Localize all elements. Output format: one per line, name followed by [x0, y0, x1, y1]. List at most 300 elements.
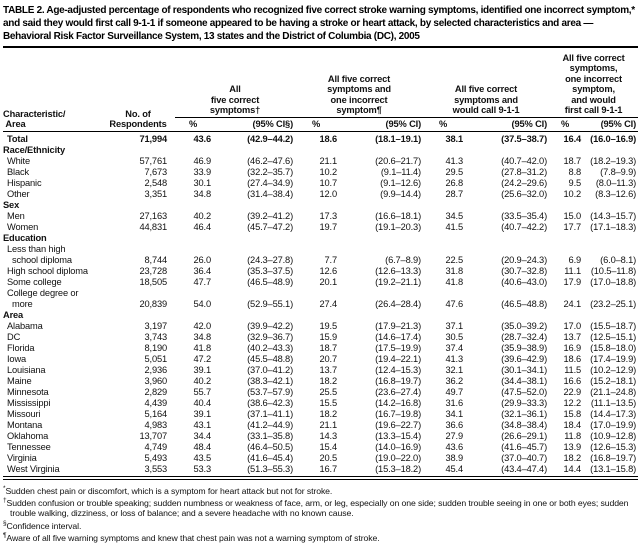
ci-value: (27.8–31.2) — [501, 166, 548, 177]
pct-value: 15.9 — [319, 331, 338, 342]
table-row — [3, 376, 638, 387]
pct-value: 39.1 — [193, 364, 211, 375]
ci-value: (30.1–34.1) — [501, 364, 548, 375]
ci-value: (53.7–57.9) — [247, 386, 294, 397]
ci-value: (14.0–16.9) — [375, 441, 422, 452]
ci-value: (46.2–47.6) — [247, 155, 294, 166]
table-row — [3, 167, 638, 178]
respondents-value: 3,960 — [144, 375, 167, 386]
ci-value: (27.4–34.9) — [247, 177, 294, 188]
row-label: Other — [7, 188, 30, 199]
respondents-column-header: No. of Respondents — [101, 53, 175, 131]
footnote-marker: † — [3, 497, 7, 505]
respondents-value: 13,707 — [139, 430, 167, 441]
pct-value: 7.7 — [324, 254, 338, 265]
row-label: Maine — [7, 375, 32, 386]
pct-value: 26.0 — [193, 254, 211, 265]
ci-value: (20.9–24.3) — [501, 254, 548, 265]
ci-value: (17.0–19.9) — [590, 419, 637, 430]
title-rule — [3, 46, 638, 48]
ci-value: (16.7–19.8) — [375, 408, 422, 419]
pct-value: 10.7 — [319, 177, 338, 188]
row-label: Mississippi — [7, 397, 51, 408]
respondents-value: 3,197 — [144, 320, 167, 331]
pct-value: 19.5 — [319, 320, 338, 331]
ci-value: (6.7–8.9) — [385, 254, 422, 265]
ci-value: (41.6–45.7) — [501, 441, 548, 452]
pct-value: 43.5 — [193, 452, 211, 463]
row-label: Minnesota — [7, 386, 49, 397]
ci-value: (32.1–36.1) — [501, 408, 548, 419]
table-bottom-rule — [3, 476, 638, 480]
ci-value: (42.9–44.2) — [247, 133, 294, 144]
table-row — [3, 343, 638, 354]
pct-value: 41.8 — [445, 276, 464, 287]
pct-value: 31.8 — [445, 265, 464, 276]
pct-value: 18.6 — [563, 353, 582, 364]
ci-value: (39.2–41.2) — [247, 210, 294, 221]
row-label: High school diploma — [7, 265, 88, 276]
pct-value: 22.9 — [563, 386, 582, 397]
column-group-header-one-incorrect: All five correct symptoms and one incorrect symptom¶ — [295, 53, 423, 118]
respondents-value: 7,673 — [144, 166, 167, 177]
pct-value: 20.1 — [319, 276, 338, 287]
footnote-text: Sudden chest pain or discomfort, which is a symptom for heart attack but not for stroke. — [5, 485, 333, 496]
respondents-value: 57,761 — [139, 155, 167, 166]
ci-value: (35.3–37.5) — [247, 265, 294, 276]
pct-value: 37.4 — [445, 342, 464, 353]
ci-column-header: (95% CI) — [463, 118, 549, 131]
pct-value: 48.4 — [193, 441, 211, 452]
pct-value: 33.9 — [193, 166, 211, 177]
ci-value: (32.9–36.7) — [247, 331, 294, 342]
table-row — [3, 409, 638, 420]
respondents-value: 18,505 — [139, 276, 167, 287]
table-body — [3, 131, 638, 475]
pct-value: 18.7 — [563, 155, 582, 166]
pct-value: 40.4 — [193, 397, 211, 408]
ci-value: (46.5–48.9) — [247, 276, 294, 287]
pct-value: 43.6 — [193, 133, 211, 144]
ci-value: (47.5–52.0) — [501, 386, 548, 397]
pct-value: 39.1 — [193, 408, 211, 419]
pct-value: 38.9 — [445, 452, 464, 463]
table-row — [3, 387, 638, 398]
ci-column-header: (95% CI§) — [211, 118, 295, 131]
ci-value: (12.5–15.1) — [590, 331, 637, 342]
pct-value: 15.4 — [319, 441, 338, 452]
pct-value: 41.3 — [445, 353, 464, 364]
column-group-header-all-and-first-call-911: All five correct symptoms, one incorrect symptom, and would first call 9-1-1 — [549, 53, 638, 118]
ci-value: (40.2–43.3) — [247, 342, 294, 353]
section-label: Area — [3, 309, 24, 320]
ci-value: (16.8–19.7) — [590, 452, 637, 463]
respondents-value: 5,051 — [144, 353, 167, 364]
pct-value: 15.0 — [563, 210, 582, 221]
respondents-value: 2,936 — [144, 364, 167, 375]
pct-value: 55.7 — [193, 386, 211, 397]
pct-value: 17.0 — [563, 320, 582, 331]
pct-value: 22.5 — [445, 254, 464, 265]
pct-value: 36.6 — [445, 419, 464, 430]
pct-value: 14.3 — [319, 430, 338, 441]
respondents-value: 4,983 — [144, 419, 167, 430]
ci-value: (9.1–12.6) — [380, 177, 422, 188]
table-row — [3, 398, 638, 409]
ci-value: (15.5–18.7) — [590, 320, 637, 331]
ci-value: (29.9–33.3) — [501, 397, 548, 408]
row-label: White — [7, 155, 31, 166]
respondents-value: 2,548 — [144, 177, 167, 188]
ci-value: (43.4–47.4) — [501, 463, 548, 474]
ci-value: (11.1–13.5) — [590, 397, 637, 408]
respondents-value: 5,493 — [144, 452, 167, 463]
ci-value: (14.2–16.8) — [375, 397, 422, 408]
ci-value: (19.6–22.7) — [375, 419, 422, 430]
ci-value: (40.7–42.2) — [501, 221, 548, 232]
ci-value: (33.1–35.8) — [247, 430, 294, 441]
respondents-value: 3,743 — [144, 331, 167, 342]
pct-value: 47.2 — [193, 353, 211, 364]
ci-value: (41.6–45.4) — [247, 452, 294, 463]
pct-value: 13.7 — [563, 331, 582, 342]
footnote-text: Sudden confusion or trouble speaking; sudden numbness or weakness of face, arm, or leg, especially on one side; sudden trouble seeing in one or both eyes; sudden trouble walking, dizziness, or loss of balance; and a severe headache with no known cause. — [6, 498, 629, 519]
pct-value: 12.0 — [319, 188, 338, 199]
pct-value: 47.6 — [445, 298, 464, 309]
row-label: Alabama — [7, 320, 43, 331]
footnote-text: Aware of all five warning symptoms and knew that chest pain was not a warning symptom of stroke. — [6, 533, 380, 544]
ci-value: (33.5–35.4) — [501, 210, 548, 221]
ci-value: (17.0–18.8) — [590, 276, 637, 287]
footnotes — [3, 484, 638, 544]
ci-value: (8.0–11.3) — [595, 177, 637, 188]
pct-value: 9.5 — [568, 177, 582, 188]
ci-value: (45.7–47.2) — [247, 221, 294, 232]
row-label: Women — [7, 221, 39, 232]
pct-value: 49.7 — [445, 386, 464, 397]
table-row — [3, 211, 638, 222]
ci-value: (15.2–18.1) — [590, 375, 637, 386]
respondents-value: 3,553 — [144, 463, 167, 474]
section-row — [3, 145, 638, 156]
ci-value: (16.0–16.9) — [590, 133, 637, 144]
pct-column-header: % — [549, 118, 581, 131]
row-label: Total — [7, 133, 28, 144]
pct-column-header: % — [295, 118, 337, 131]
table-row — [3, 332, 638, 343]
ci-value: (23.2–25.1) — [590, 298, 637, 309]
row-label: Iowa — [7, 353, 27, 364]
pct-value: 20.5 — [319, 452, 338, 463]
row-label: Virginia — [7, 452, 37, 463]
footnote-marker: ¶ — [3, 532, 7, 540]
ci-value: (45.5–48.8) — [247, 353, 294, 364]
ci-value: (13.1–15.8) — [590, 463, 637, 474]
section-row — [3, 200, 638, 211]
respondents-value: 20,839 — [139, 298, 167, 309]
ci-value: (35.9–38.9) — [501, 342, 548, 353]
pct-value: 21.1 — [319, 155, 338, 166]
pct-value: 18.7 — [319, 342, 338, 353]
ci-column-header: (95% CI) — [337, 118, 423, 131]
ci-value: (18.1–19.1) — [375, 133, 422, 144]
footnote-text: Confidence interval. — [6, 520, 82, 531]
ci-value: (37.0–40.7) — [501, 452, 548, 463]
pct-value: 46.4 — [193, 221, 211, 232]
ci-value: (16.6–18.1) — [375, 210, 422, 221]
ci-value: (14.6–17.4) — [375, 331, 422, 342]
pct-value: 32.1 — [445, 364, 464, 375]
pct-value: 18.2 — [319, 375, 338, 386]
pct-value: 27.4 — [319, 298, 338, 309]
respondents-value: 44,831 — [139, 221, 167, 232]
ci-value: (14.3–15.7) — [590, 210, 637, 221]
pct-value: 31.6 — [445, 397, 464, 408]
row-label: West Virginia — [7, 463, 60, 474]
respondents-value: 3,351 — [144, 188, 167, 199]
table-row — [3, 131, 638, 145]
footnote — [3, 531, 638, 543]
ci-value: (17.5–19.9) — [375, 342, 422, 353]
ci-value: (15.8–18.0) — [590, 342, 637, 353]
ci-value: (38.6–42.3) — [247, 397, 294, 408]
pct-value: 54.0 — [193, 298, 211, 309]
pct-value: 6.9 — [568, 254, 582, 265]
pct-value: 46.9 — [193, 155, 211, 166]
row-label: Louisiana — [7, 364, 46, 375]
row-label: Hispanic — [7, 177, 42, 188]
ci-value: (25.6–32.0) — [501, 188, 548, 199]
pct-value: 16.4 — [563, 133, 582, 144]
pct-value: 25.5 — [319, 386, 338, 397]
table-row — [3, 431, 638, 442]
table-row — [3, 266, 638, 277]
pct-value: 21.1 — [319, 419, 338, 430]
table-row — [3, 288, 638, 310]
pct-value: 17.7 — [563, 221, 582, 232]
ci-value: (28.7–32.4) — [501, 331, 548, 342]
pct-value: 41.8 — [193, 342, 211, 353]
ci-value: (12.6–15.3) — [590, 441, 637, 452]
ci-value: (20.6–21.7) — [375, 155, 422, 166]
footnote — [3, 484, 638, 496]
row-label: Oklahoma — [7, 430, 49, 441]
pct-value: 13.7 — [319, 364, 338, 375]
table-row — [3, 354, 638, 365]
pct-value: 41.3 — [445, 155, 464, 166]
ci-value: (18.2–19.3) — [590, 155, 637, 166]
ci-value: (26.6–29.1) — [501, 430, 548, 441]
row-label: Less than high school diploma — [7, 243, 72, 265]
pct-value: 43.6 — [445, 441, 464, 452]
pct-value: 34.5 — [445, 210, 464, 221]
ci-value: (9.9–14.4) — [380, 188, 422, 199]
row-label: Florida — [7, 342, 35, 353]
pct-value: 18.2 — [319, 408, 338, 419]
ci-value: (37.1–41.1) — [247, 408, 294, 419]
pct-value: 8.8 — [568, 166, 582, 177]
pct-value: 20.7 — [319, 353, 338, 364]
table-title: TABLE 2. Age-adjusted percentage of respondents who recognized five correct stroke warning symptoms, identified one incorrect symptom,* and said they would first call 9-1-1 if someone appeared to be having a stroke or heart attack, by selected characteristics and area — Behavioral Risk Factor Surveillance System, 13 states and the District of Columbia (DC), 2005 — [3, 5, 635, 42]
pct-value: 36.4 — [193, 265, 211, 276]
ci-value: (19.4–22.1) — [375, 353, 422, 364]
pct-value: 42.0 — [193, 320, 211, 331]
ci-value: (32.2–35.7) — [247, 166, 294, 177]
ci-value: (19.2–21.1) — [375, 276, 422, 287]
respondents-value: 5,164 — [144, 408, 167, 419]
pct-value: 24.1 — [563, 298, 582, 309]
pct-value: 18.4 — [563, 419, 582, 430]
pct-value: 41.5 — [445, 221, 464, 232]
respondents-value: 27,163 — [139, 210, 167, 221]
characteristic-column-header: Characteristic/ Area — [3, 53, 101, 131]
ci-value: (14.4–17.3) — [590, 408, 637, 419]
ci-value: (38.3–42.1) — [247, 375, 294, 386]
pct-value: 34.4 — [193, 430, 211, 441]
pct-value: 14.4 — [563, 463, 582, 474]
ci-value: (19.0–22.0) — [375, 452, 422, 463]
respondents-value: 71,994 — [139, 133, 167, 144]
ci-value: (41.2–44.9) — [247, 419, 294, 430]
pct-value: 26.8 — [445, 177, 464, 188]
pct-value: 30.5 — [445, 331, 464, 342]
ci-value: (31.4–38.4) — [247, 188, 294, 199]
pct-value: 11.5 — [564, 364, 582, 375]
table-header — [3, 53, 638, 131]
pct-value: 36.2 — [445, 375, 464, 386]
pct-value: 40.2 — [193, 375, 211, 386]
ci-value: (51.3–55.3) — [247, 463, 294, 474]
respondents-value: 8,744 — [144, 254, 167, 265]
respondents-value: 23,728 — [139, 265, 167, 276]
ci-value: (40.6–43.0) — [501, 276, 548, 287]
pct-value: 40.2 — [193, 210, 211, 221]
ci-value: (24.2–29.6) — [501, 177, 548, 188]
pct-value: 43.1 — [193, 419, 211, 430]
ci-value: (6.0–8.1) — [600, 254, 637, 265]
ci-value: (17.1–18.3) — [590, 221, 637, 232]
pct-value: 12.6 — [319, 265, 338, 276]
pct-column-header: % — [423, 118, 463, 131]
footnote-marker: * — [3, 484, 6, 492]
section-row — [3, 233, 638, 244]
ci-value: (9.1–11.4) — [380, 166, 422, 177]
table-row — [3, 453, 638, 464]
pct-value: 45.4 — [445, 463, 464, 474]
ci-value: (30.7–32.8) — [501, 265, 548, 276]
pct-column-header: % — [175, 118, 211, 131]
ci-value: (37.0–41.2) — [247, 364, 294, 375]
pct-value: 11.1 — [564, 265, 582, 276]
ci-column-header: (95% CI) — [581, 118, 638, 131]
ci-value: (46.5–48.8) — [501, 298, 548, 309]
pct-value: 34.8 — [193, 188, 211, 199]
ci-value: (34.8–38.4) — [501, 419, 548, 430]
pct-value: 18.6 — [319, 133, 338, 144]
table-row — [3, 244, 638, 266]
pct-value: 53.3 — [193, 463, 211, 474]
pct-value: 38.1 — [445, 133, 464, 144]
pct-value: 16.7 — [319, 463, 338, 474]
ci-value: (52.9–55.1) — [247, 298, 294, 309]
table-row — [3, 189, 638, 200]
ci-value: (17.9–21.3) — [375, 320, 422, 331]
footnote-marker: § — [3, 519, 7, 527]
respondents-value: 4,439 — [144, 397, 167, 408]
ci-value: (26.4–28.4) — [375, 298, 422, 309]
pct-value: 34.1 — [445, 408, 464, 419]
section-row — [3, 310, 638, 321]
table-row — [3, 464, 638, 475]
ci-value: (34.4–38.1) — [501, 375, 548, 386]
pct-value: 10.2 — [563, 188, 582, 199]
ci-value: (39.9–42.2) — [247, 320, 294, 331]
table-row — [3, 420, 638, 431]
pct-value: 17.3 — [319, 210, 338, 221]
pct-value: 16.6 — [563, 375, 582, 386]
ci-value: (24.3–27.8) — [247, 254, 294, 265]
section-label: Race/Ethnicity — [3, 144, 65, 155]
ci-value: (8.3–12.6) — [595, 188, 637, 199]
column-group-header-five-correct: All five correct symptoms† — [175, 53, 295, 118]
table-row — [3, 321, 638, 332]
row-label: Missouri — [7, 408, 41, 419]
pct-value: 10.2 — [319, 166, 338, 177]
pct-value: 15.5 — [319, 397, 338, 408]
table-row — [3, 277, 638, 288]
ci-value: (21.1–24.8) — [590, 386, 637, 397]
row-label: Tennessee — [7, 441, 51, 452]
ci-value: (10.5–11.8) — [590, 265, 637, 276]
pct-value: 13.9 — [563, 441, 582, 452]
table-row — [3, 178, 638, 189]
ci-value: (10.2–12.9) — [590, 364, 637, 375]
ci-value: (10.9–12.8) — [590, 430, 637, 441]
respondents-value: 8,190 — [144, 342, 167, 353]
ci-value: (12.6–13.3) — [375, 265, 422, 276]
row-label: Black — [7, 166, 29, 177]
pct-value: 15.8 — [563, 408, 582, 419]
pct-value: 19.7 — [319, 221, 338, 232]
ci-value: (15.3–18.2) — [375, 463, 422, 474]
respondents-value: 4,749 — [144, 441, 167, 452]
table-row — [3, 442, 638, 453]
pct-value: 27.9 — [445, 430, 464, 441]
ci-value: (46.4–50.5) — [247, 441, 294, 452]
pct-value: 29.5 — [445, 166, 464, 177]
footnote — [3, 496, 638, 519]
table-row — [3, 156, 638, 167]
ci-value: (17.4–19.9) — [590, 353, 637, 364]
pct-value: 18.2 — [563, 452, 582, 463]
pct-value: 16.9 — [563, 342, 582, 353]
pct-value: 28.7 — [445, 188, 464, 199]
section-label: Sex — [3, 199, 20, 210]
row-label: Some college — [7, 276, 62, 287]
ci-value: (12.4–15.3) — [375, 364, 422, 375]
row-label: College degree or more — [7, 287, 79, 309]
row-label: Montana — [7, 419, 43, 430]
ci-value: (37.5–38.7) — [501, 133, 548, 144]
row-label: DC — [7, 331, 21, 342]
section-label: Education — [3, 232, 47, 243]
column-group-header-would-call-911: All five correct symptoms and would call 9-1-1 — [423, 53, 549, 118]
ci-value: (7.8–9.9) — [600, 166, 637, 177]
respondents-value: 2,829 — [144, 386, 167, 397]
pct-value: 30.1 — [193, 177, 211, 188]
row-label: Men — [7, 210, 25, 221]
ci-value: (35.0–39.2) — [501, 320, 548, 331]
